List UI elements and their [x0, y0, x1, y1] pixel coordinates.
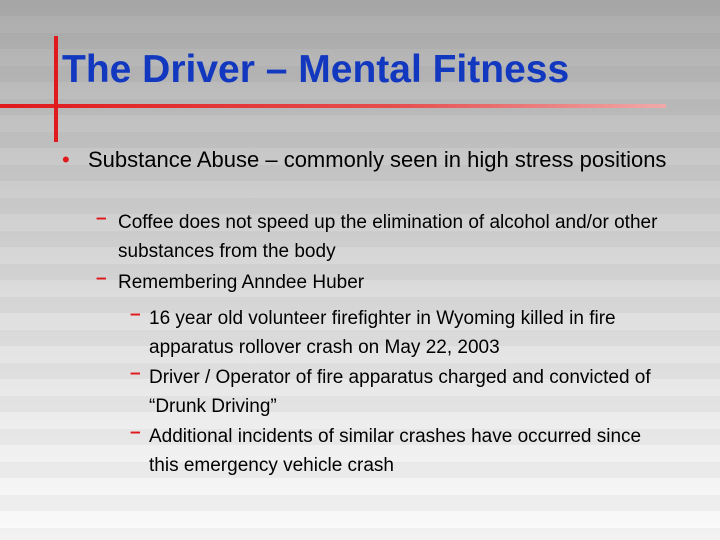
sub-sub-bullet-marker: –	[130, 304, 141, 325]
sub-bullet-marker: –	[96, 208, 107, 229]
bullet-substance-abuse: Substance Abuse – commonly seen in high stress positions	[88, 147, 667, 172]
sub-sub-bullet-incidents: Additional incidents of similar crashes have occurred since this emergency vehicle crash	[149, 426, 642, 476]
sub-sub-bullet-driver: Driver / Operator of fire apparatus charged and convicted of “Drunk Driving”	[149, 367, 651, 417]
sub-bullet-coffee: Coffee does not speed up the elimination of alcohol and/or other substances from the body	[118, 212, 658, 262]
sub-bullet-remembering: Remembering Anndee Huber	[118, 272, 365, 293]
sub-sub-bullet-marker: –	[130, 363, 141, 384]
slide-title: The Driver – Mental Fitness	[62, 48, 570, 91]
bullet-marker: •	[62, 147, 70, 172]
sub-bullet-marker: –	[96, 268, 107, 289]
sub-sub-bullet-marker: –	[130, 422, 141, 443]
sub-sub-bullet-firefighter: 16 year old volunteer firefighter in Wyoming killed in fire apparatus rollover crash on May 22, 2003	[149, 308, 616, 358]
